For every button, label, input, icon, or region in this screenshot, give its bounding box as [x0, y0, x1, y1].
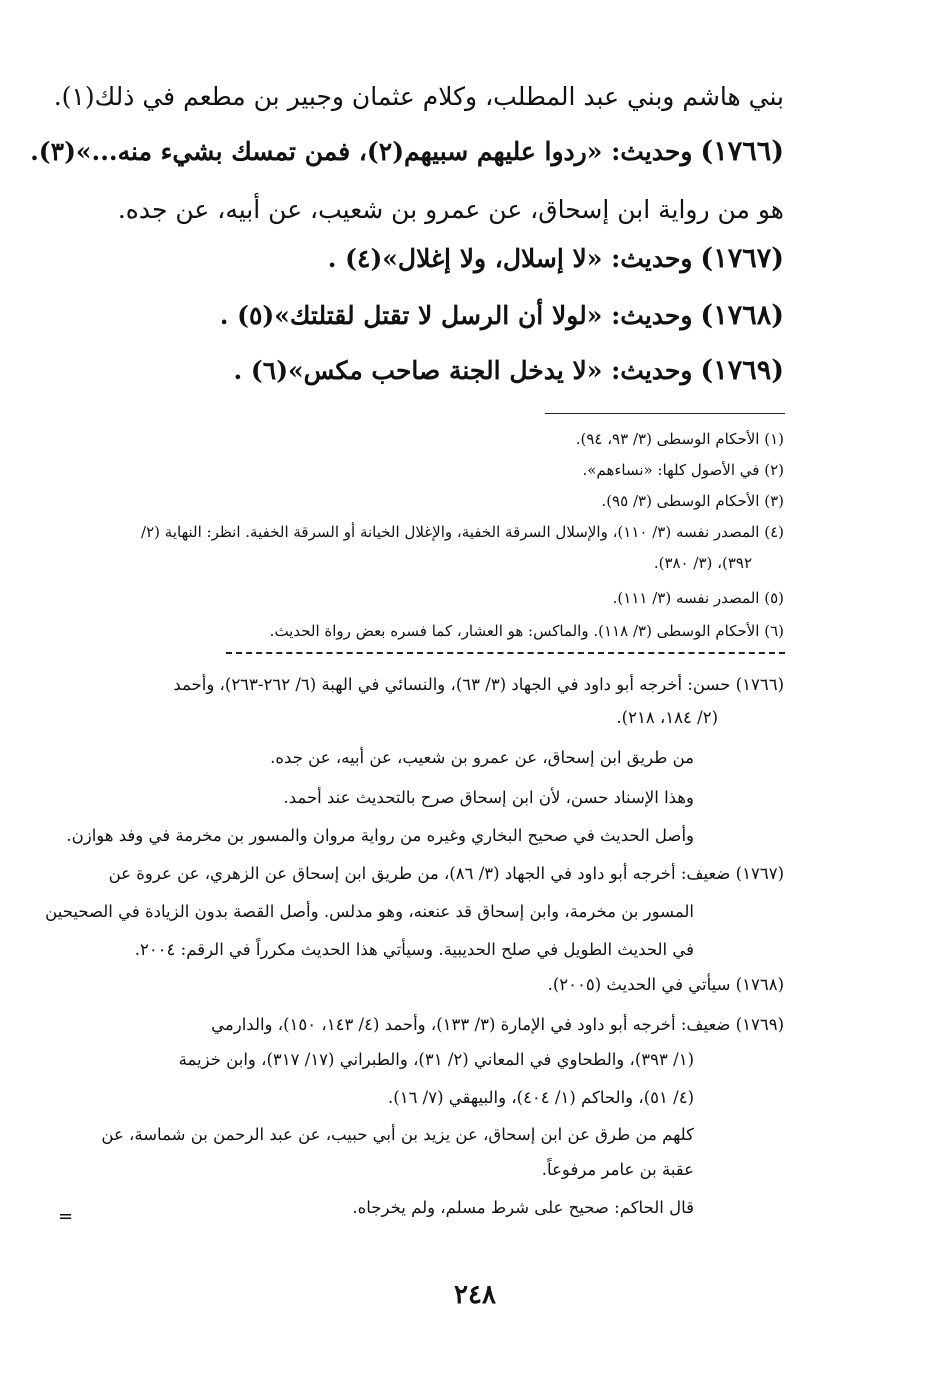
hadith-text: وحديث: «لا يدخل الجنة صاحب مكس»(٦) . [233, 356, 693, 385]
hadith-number: (١٧٦٧) [700, 243, 784, 274]
footnote: (٦) الأحكام الوسطى (٣/ ١١٨). والماكس: هو العشار، كما فسره بعض رواة الحديث. [269, 622, 784, 640]
hadith-number: (١٧٦٨) [700, 300, 784, 331]
hadith-1769 [234, 355, 785, 386]
footnote: (١) الأحكام الوسطى (٣/ ٩٣، ٩٤). [575, 430, 784, 448]
hadith-number: (١٧٦٦) [700, 136, 784, 167]
footnote-separator [545, 413, 785, 414]
footnote-continuation: ٣٩٢)، (٣/ ٣٨٠). [653, 554, 752, 572]
footnote: (٥) المصدر نفسه (٣/ ١١١). [612, 589, 784, 607]
main-text-line: بني هاشم وبني عبد المطلب، وكلام عثمان وجبير بن مطعم في ذلك(١). [53, 82, 784, 111]
takhrij-line: كلهم من طرق عن ابن إسحاق، عن يزيد بن أبي حبيب، عن عبد الرحمن بن شماسة، عن [101, 1125, 694, 1144]
takhrij-entry: (١٧٦٦) حسن: أخرجه أبو داود في الجهاد (٣/ ٦٣)، والنسائي في الهبة (٦/ ٢٦٢-٢٦٣)، وأحمد [173, 675, 784, 694]
continuation-mark: = [58, 1206, 74, 1227]
hadith-1767 [328, 243, 784, 274]
hadith-number: (١٧٦٩) [700, 355, 784, 386]
takhrij-line: قال الحاكم: صحيح على شرط مسلم، ولم يخرجاه. [352, 1198, 694, 1217]
takhrij-line: المسور بن مخرمة، وابن إسحاق قد عنعنه، وهو مدلس. وأصل القصة بدون الزيادة في الصحيحين [45, 902, 694, 921]
takhrij-line: (٢/ ١٨٤، ٢١٨). [616, 708, 718, 727]
takhrij-line: (١/ ٣٩٣)، والطحاوي في المعاني (٢/ ٣١)، والطبراني (١٧/ ٣١٧)، وابن خزيمة [178, 1050, 694, 1069]
takhrij-entry: (١٧٦٧) ضعيف: أخرجه أبو داود في الجهاد (٣/ ٨٦)، من طريق ابن إسحاق عن الزهري، عن عروة عن [108, 864, 784, 883]
takhrij-entry: (١٧٦٨) سيأتي في الحديث (٢٠٠٥). [547, 975, 784, 994]
hadith-text: وحديث: «ردوا عليهم سبيهم(٢)، فمن تمسك بشيء منه...»(٣). [30, 137, 693, 166]
hadith-text: وحديث: «لولا أن الرسل لا تقتل لقتلتك»(٥) . [219, 301, 693, 330]
footnote: (٢) في الأصول كلها: «نساءهم». [582, 461, 784, 479]
takhrij-line: (٤/ ٥١)، والحاكم (١/ ٤٠٤)، والبيهقي (٧/ ١٦). [388, 1088, 694, 1107]
takhrij-entry: (١٧٦٩) ضعيف: أخرجه أبو داود في الإمارة (٣/ ١٣٣)، وأحمد (٤/ ١٤٣، ١٥٠)، والدارمي [211, 1015, 784, 1034]
takhrij-line: عقبة بن عامر مرفوعاً. [541, 1160, 694, 1179]
footnote: (٣) الأحكام الوسطى (٣/ ٩٥). [601, 492, 784, 510]
hadith-1766 [30, 136, 784, 167]
takhrij-separator [226, 652, 785, 654]
takhrij-line: في الحديث الطويل في صلح الحديبية. وسيأتي هذا الحديث مكرراً في الرقم: ٢٠٠٤. [134, 940, 694, 959]
takhrij-line: وهذا الإسناد حسن، لأن ابن إسحاق صرح بالتحديث عند أحمد. [283, 788, 694, 807]
hadith-1768 [220, 300, 784, 331]
main-text-line: هو من رواية ابن إسحاق، عن عمرو بن شعيب، عن أبيه، عن جده. [117, 195, 784, 224]
takhrij-line: وأصل الحديث في صحيح البخاري وغيره من رواية مروان والمسور بن مخرمة في وفد هوازن. [66, 826, 694, 845]
page-number: ٢٤٨ [454, 1280, 496, 1310]
hadith-text: وحديث: «لا إسلال، ولا إغلال»(٤) . [327, 244, 693, 273]
footnote: (٤) المصدر نفسه (٣/ ١١٠)، والإسلال السرقة الخفية، والإغلال الخيانة أو السرقة الخفية. انظر: النهاية (٢/ [141, 523, 784, 541]
takhrij-line: من طريق ابن إسحاق، عن عمرو بن شعيب، عن أبيه، عن جده. [270, 748, 694, 767]
